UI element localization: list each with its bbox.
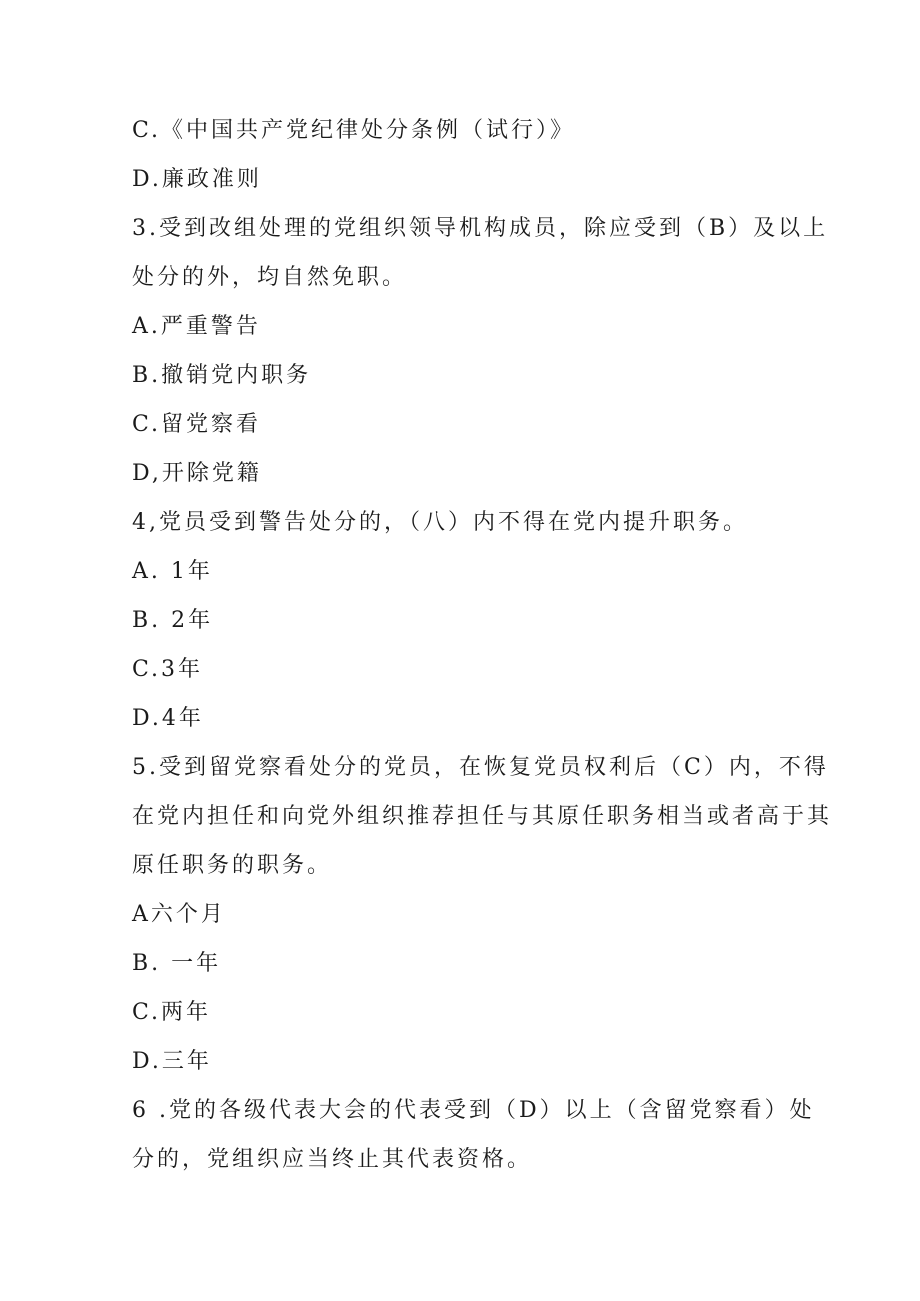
option-d-integrity-rules: D.廉政准则 — [132, 167, 262, 192]
q3-option-b: B.撤销党内职务 — [132, 363, 312, 388]
q4-option-c: C.3年 — [132, 657, 204, 682]
q5-option-c: C.两年 — [132, 1000, 212, 1025]
question-5-line-1: 5.受到留党察看处分的党员，在恢复党员权利后（C）内，不得 — [132, 755, 829, 780]
q4-option-d: D.4年 — [132, 706, 204, 731]
question-6-line-1: 6 .党的各级代表大会的代表受到（D）以上（含留党察看）处 — [132, 1098, 815, 1123]
question-5-line-2: 在党内担任和向党外组织推荐担任与其原任职务相当或者高于其 — [132, 804, 833, 829]
q5-option-a: A六个月 — [132, 902, 226, 927]
q3-option-d: D,开除党籍 — [132, 461, 262, 486]
q3-option-c: C.留党察看 — [132, 412, 262, 437]
question-6-line-2: 分的，党组织应当终止其代表资格。 — [132, 1147, 533, 1172]
q3-option-a: A.严重警告 — [132, 314, 261, 339]
option-c-regulation: C.《中国共产党纪律处分条例（试行）》 — [132, 118, 576, 143]
question-3-line-2: 处分的外，均自然免职。 — [132, 265, 408, 290]
q4-option-b: B. 2年 — [132, 608, 214, 633]
q5-option-b: B. 一年 — [132, 951, 222, 976]
q5-option-d: D.三年 — [132, 1049, 212, 1074]
question-5-line-3: 原任职务的职务。 — [132, 853, 333, 878]
q4-option-a: A. 1年 — [132, 559, 213, 584]
question-3-line-1: 3.受到改组处理的党组织领导机构成员，除应受到（B）及以上 — [132, 216, 829, 241]
question-4: 4,党员受到警告处分的，（八）内不得在党内提升职务。 — [132, 510, 748, 535]
